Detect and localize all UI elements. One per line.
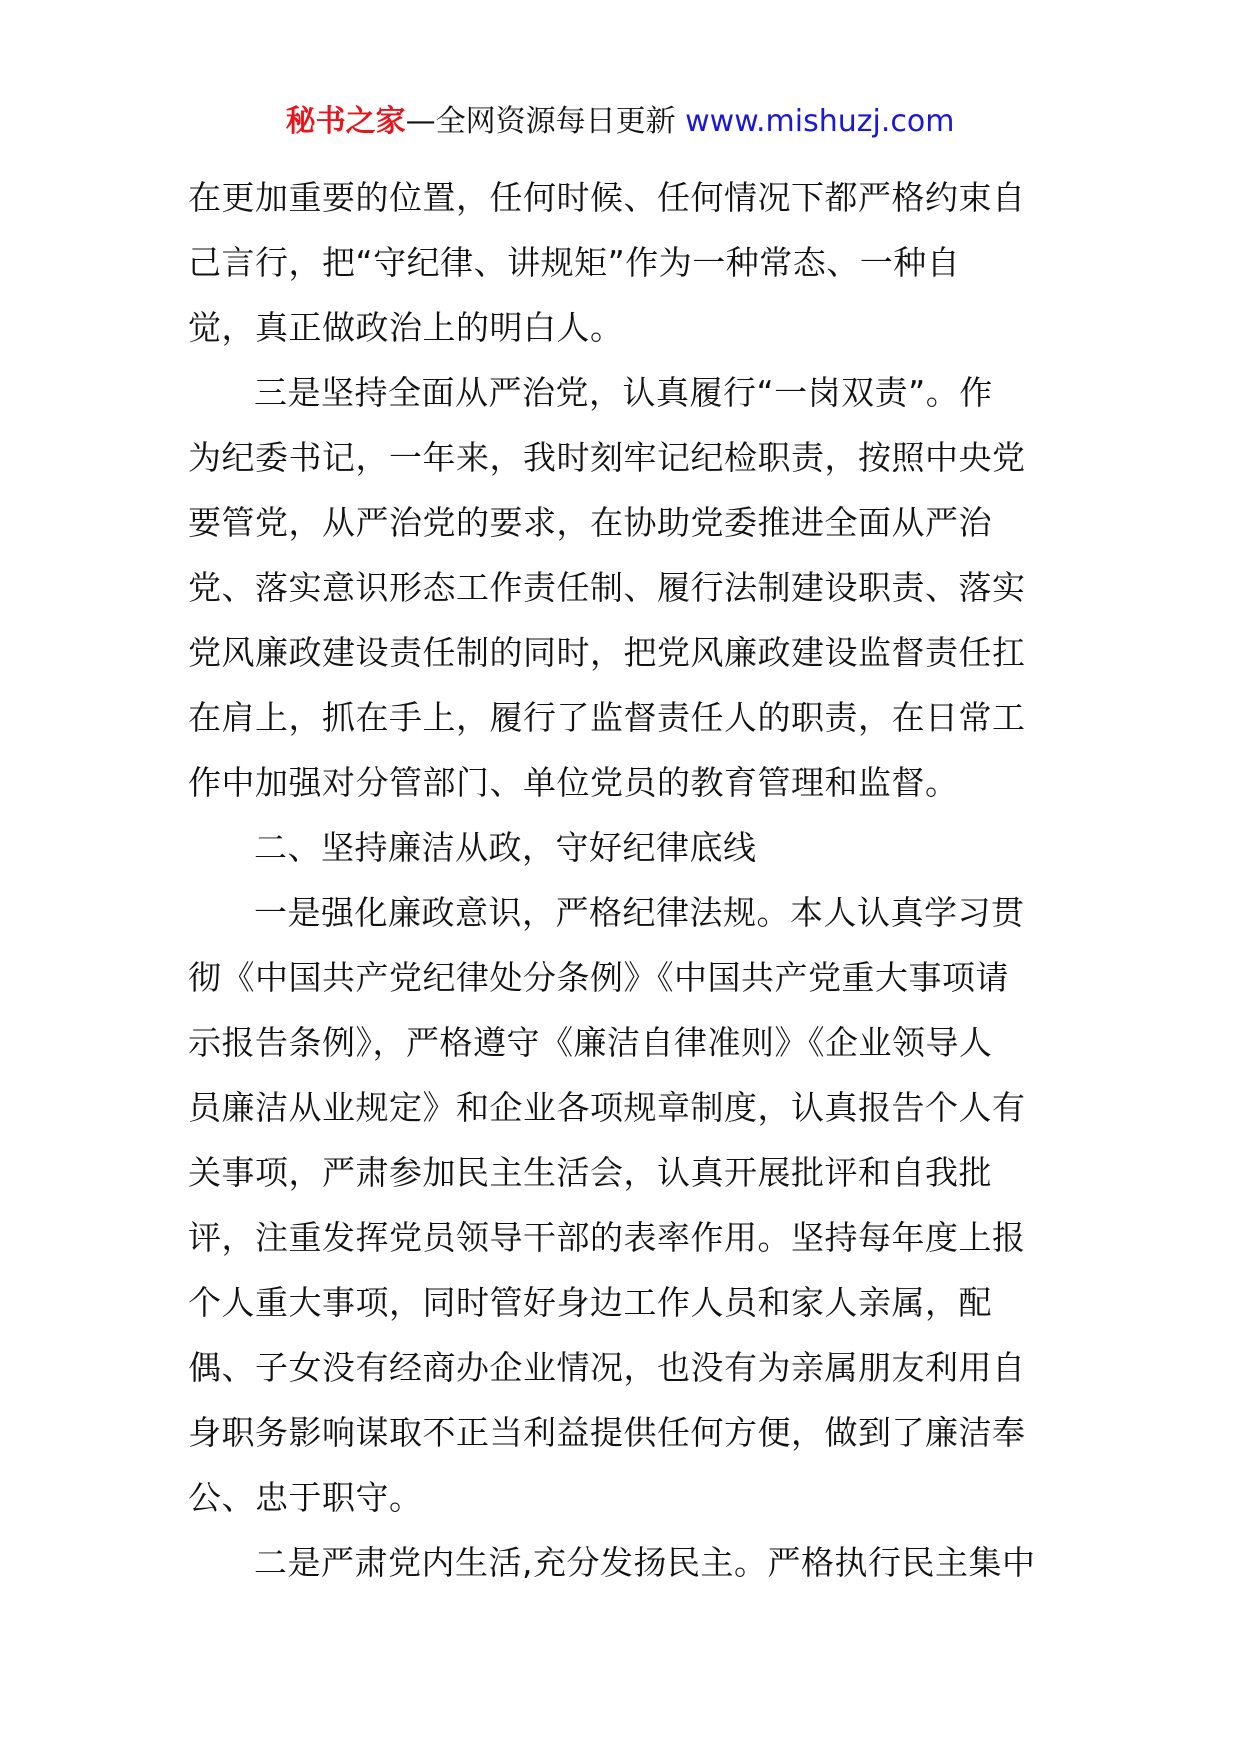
text-line: 一是强化廉政意识，严格纪律法规。本人认真学习贯 [254,893,1025,932]
text-line: 个人重大事项，同时管好身边工作人员和家人亲属，配 [188,1283,992,1322]
text-line: 要管党，从严治党的要求，在协助党委推进全面从严治 [188,503,992,542]
text-line: 彻《中国共产党纪律处分条例》《中国共产党重大事项请 [188,958,1009,997]
section-heading [188,815,1058,880]
page-header [0,100,1240,144]
text-line: 为纪委书记，一年来，我时刻牢记纪检职责，按照中央党 [188,438,1026,477]
paragraph-strict-party-governance [188,360,1058,815]
document-body [188,165,1058,1595]
text-line: 评，注重发挥党员领导干部的表率作用。坚持每年度上报 [188,1218,1026,1257]
text-line: 己言行，把“守纪律、讲规矩”作为一种常态、一种自 [188,243,961,282]
text-line: 员廉洁从业规定》和企业各项规章制度，认真报告个人有 [188,1088,1026,1127]
text-line: 偶、子女没有经商办企业情况，也没有为亲属朋友利用自 [188,1348,1026,1387]
text-line: 作中加强对分管部门、单位党员的教育管理和监督。 [188,763,959,802]
paragraph-party-life [188,1530,1058,1595]
paragraph-continuation [188,165,1058,360]
text-line: 公、忠于职守。 [188,1478,423,1517]
text-line: 身职务影响谋取不正当利益提供任何方便，做到了廉洁奉 [188,1413,1026,1452]
text-line: 在更加重要的位置，任何时候、任何情况下都严格约束自 [188,178,1026,217]
brand-name: 秘书之家 [285,104,406,139]
section-heading-text: 二、坚持廉洁从政，守好纪律底线 [254,828,757,867]
text-line: 在肩上，抓在手上，履行了监督责任人的职责，在日常工 [188,698,1026,737]
text-line: 党、落实意识形态工作责任制、履行法制建设职责、落实 [188,568,1026,607]
paragraph-integrity-awareness [188,880,1058,1530]
site-url-link[interactable]: www.mishuzj.com [685,104,955,139]
text-line: 关事项，严肃参加民主生活会，认真开展批评和自我批 [188,1153,992,1192]
text-line: 三是坚持全面从严治党，认真履行“一岗双责”。作 [254,373,993,412]
text-line: 示报告条例》，严格遵守《廉洁自律准则》《企业领导人 [188,1023,993,1062]
text-line: 觉，真正做政治上的明白人。 [188,308,624,347]
header-tagline: —全网资源每日更新 [405,104,676,139]
text-line: 党风廉政建设责任制的同时，把党风廉政建设监督责任扛 [188,633,1026,672]
text-line: 二是严肃党内生活,充分发扬民主。严格执行民主集中 [254,1543,1036,1582]
